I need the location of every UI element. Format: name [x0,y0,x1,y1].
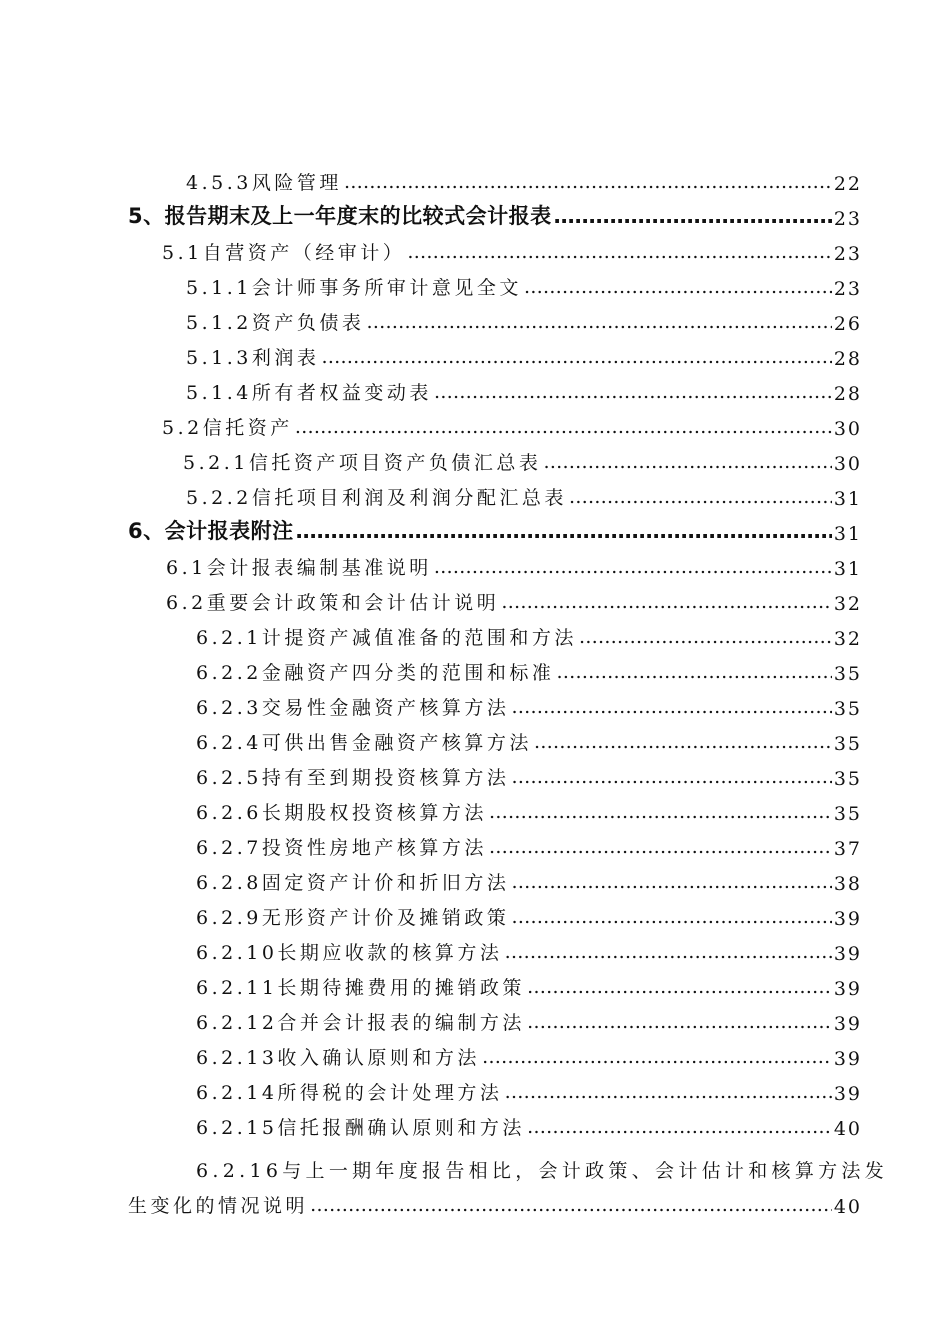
toc-entry-page: 32 [833,593,862,615]
toc-entry-5-2[interactable] [162,405,862,440]
leader-dots [569,486,832,508]
toc-entry-page: 35 [833,698,862,720]
toc-entry-page: 38 [833,873,862,895]
toc-entry-title: 6.2.9无形资产计价及摊销政策 [196,907,510,929]
toc-entry-title: 6.2.1计提资产减值准备的范围和方法 [196,627,577,649]
leader-dots [511,766,831,788]
toc-entry-page: 40 [833,1118,862,1140]
toc-entry-title: 6.2.3交易性金融资产核算方法 [196,697,510,719]
toc-entry-title: 5.2.1信托资产项目资产负债汇总表 [183,452,542,474]
toc-entry-page: 32 [833,628,862,650]
toc-entry-title: 6.2.10长期应收款的核算方法 [196,942,503,964]
leader-dots [527,1116,832,1138]
toc-entry-5-1-3[interactable] [186,335,862,370]
toc-entry-6-2-16-first-line[interactable] [196,1148,888,1183]
leader-dots [534,731,832,753]
leader-dots [554,204,832,228]
toc-entry-6-2-9[interactable] [196,895,862,930]
leader-dots [489,836,832,858]
leader-dots [407,241,832,263]
toc-entry-title: 6.2.4可供出售金融资产核算方法 [196,732,532,754]
leader-dots [527,976,832,998]
toc-entry-5-1-2[interactable] [186,300,862,335]
toc-entry-page: 39 [833,978,862,1000]
toc-entry-title: 6.1会计报表编制基准说明 [166,557,432,579]
toc-entry-title: 6.2.15信托报酬确认原则和方法 [196,1117,525,1139]
toc-entry-6-2-13[interactable] [196,1035,862,1070]
toc-entry-6-2-6[interactable] [196,790,862,825]
leader-dots [543,451,831,473]
toc-entry-6-2-10[interactable] [196,930,862,965]
toc-entry-6-2-3[interactable] [196,685,862,720]
toc-entry-page: 35 [833,663,862,685]
toc-entry-title: 6.2.5持有至到期投资核算方法 [196,767,510,789]
toc-entry-page: 31 [833,558,862,580]
toc-entry-title: 6.2重要会计政策和会计估计说明 [166,592,500,614]
toc-entry-page: 31 [833,488,862,510]
toc-entry-title: 5.2信托资产 [162,417,293,439]
toc-entry-6-2-12[interactable] [196,1000,862,1035]
toc-entry-5-2-2[interactable] [186,475,862,510]
toc-entry-page: 39 [833,908,862,930]
leader-dots [579,626,832,648]
toc-entry-page: 31 [833,523,862,545]
leader-dots [511,696,831,718]
toc-entry-title: 4.5.3风险管理 [186,172,342,194]
toc-entry-page: 22 [833,173,862,195]
toc-entry-page: 40 [833,1196,862,1218]
toc-entry-6-2-1[interactable] [196,615,862,650]
leader-dots [504,1081,831,1103]
toc-entry-page: 30 [833,418,862,440]
toc-entry-title: 6.2.13收入确认原则和方法 [196,1047,480,1069]
toc-entry-page: 28 [833,348,862,370]
toc-entry-page: 39 [833,1083,862,1105]
toc-entry-6-2-2[interactable] [196,650,862,685]
leader-dots [511,906,831,928]
leader-dots [511,871,831,893]
leader-dots [524,276,832,298]
leader-dots [527,1011,832,1033]
toc-entry-6-1[interactable] [166,545,862,580]
toc-entry-title: 5.1.4所有者权益变动表 [186,382,432,404]
toc-entry-page: 37 [833,838,862,860]
toc-entry-4-5-3[interactable] [186,160,862,195]
toc-entry-6-2-7[interactable] [196,825,862,860]
toc-entry-5-1-1[interactable] [186,265,862,300]
toc-entry-title: 5.1自营资产（经审计） [162,242,406,264]
toc-entry-title: 5.1.2资产负债表 [186,312,365,334]
toc-entry-title: 6、会计报表附注 [128,519,294,543]
toc-entry-6-2-11[interactable] [196,965,862,1000]
toc-entry-title: 6.2.12合并会计报表的编制方法 [196,1012,525,1034]
toc-entry-page: 39 [833,1013,862,1035]
toc-entry-6-2-8[interactable] [196,860,862,895]
toc-entry-page: 30 [833,453,862,475]
toc-entry-title: 5.1.3利润表 [186,347,320,369]
toc-entry-title: 5、报告期末及上一年度末的比较式会计报表 [128,204,552,228]
leader-dots [556,661,831,683]
toc-entry-page: 35 [833,768,862,790]
toc-entry-title: 6.2.8固定资产计价和折旧方法 [196,872,510,894]
toc-entry-page: 23 [833,208,862,230]
toc-entry-title: 5.1.1会计师事务所审计意见全文 [186,277,522,299]
leader-dots [310,1194,832,1216]
toc-entry-page: 35 [833,733,862,755]
toc-entry-6-2-4[interactable] [196,720,862,755]
leader-dots [434,556,832,578]
toc-entry-6-2[interactable] [166,580,862,615]
toc-entry-page: 39 [833,1048,862,1070]
toc-entry-6-2-5[interactable] [196,755,862,790]
leader-dots [482,1046,832,1068]
toc-entry-page: 28 [833,383,862,405]
toc-entry-5-1-4[interactable] [186,370,862,405]
leader-dots [321,346,831,368]
toc-entry-5-2-1[interactable] [183,440,862,475]
toc-entry-6[interactable] [128,510,862,545]
toc-entry-page: 35 [833,803,862,825]
toc-entry-6-2-16-second-line[interactable] [128,1183,862,1218]
leader-dots [296,519,832,543]
toc-entry-page: 26 [833,313,862,335]
leader-dots [504,941,831,963]
toc-entry-page: 39 [833,943,862,965]
toc-entry-title: 6.2.2金融资产四分类的范围和标准 [196,662,555,684]
toc-entry-title: 6.2.16与上一期年度报告相比，会计政策、会计估计和核算方法发 [196,1160,889,1182]
toc-entry-title: 6.2.11长期待摊费用的摊销政策 [196,977,525,999]
leader-dots [366,311,831,333]
toc-entry-5-1[interactable] [162,230,862,265]
toc-entry-title: 6.2.14所得税的会计处理方法 [196,1082,503,1104]
leader-dots [344,171,832,193]
leader-dots [295,416,832,438]
toc-entry-page: 23 [833,278,862,300]
toc-entry-title: 6.2.6长期股权投资核算方法 [196,802,487,824]
toc-entry-title: 5.2.2信托项目利润及利润分配汇总表 [186,487,567,509]
toc-entry-page: 23 [833,243,862,265]
toc-entry-5[interactable] [128,195,862,230]
toc-entry-6-2-15[interactable] [196,1105,862,1140]
leader-dots [501,591,832,613]
toc-entry-title: 6.2.7投资性房地产核算方法 [196,837,487,859]
toc-entry-6-2-14[interactable] [196,1070,862,1105]
leader-dots [489,801,832,823]
leader-dots [434,381,832,403]
toc-entry-title: 生变化的情况说明 [128,1195,309,1217]
